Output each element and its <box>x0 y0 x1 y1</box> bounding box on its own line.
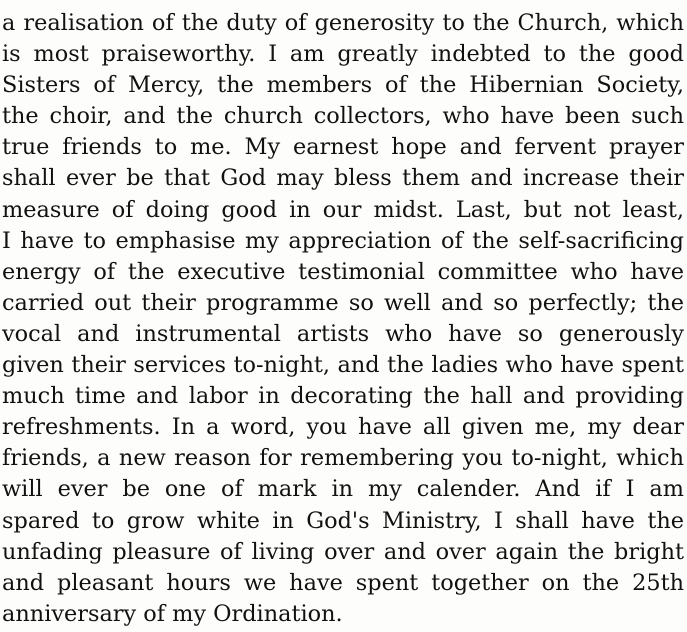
text-line-3: Sisters of Mercy, the members of the Hibernian Society, <box>2 72 684 99</box>
text-line-9: energy of the executive testimonial committee who have <box>2 258 684 285</box>
text-line-14: refreshments. In a word, you have all given me, my dear <box>2 414 684 441</box>
text-line-13: much time and labor in decorating the hall and providing <box>2 383 684 410</box>
text-line-5: true friends to me. My earnest hope and fervent prayer <box>2 134 684 161</box>
text-line-16: will ever be one of mark in my calender. And if I am <box>2 476 684 503</box>
text-line-1: a realisation of the duty of generosity to the Church, which <box>2 10 684 36</box>
text-line-2: is most praiseworthy. I am greatly indebted to the good <box>2 41 684 68</box>
text-line-20: anniversary of my Ordination. <box>2 600 343 627</box>
text-line-6: shall ever be that God may bless them and increase their <box>2 165 684 192</box>
text-line-15: friends, a new reason for remembering you to-night, which <box>2 445 684 472</box>
body-paragraph <box>2 8 684 630</box>
text-line-10: carried out their programme so well and so perfectly; the <box>2 289 684 316</box>
text-line-19: and pleasant hours we have spent together on the 25th <box>2 569 684 596</box>
text-line-7: measure of doing good in our midst. Last, but not least, <box>2 196 684 223</box>
text-line-17: spared to grow white in God's Ministry, I shall have the <box>2 507 684 534</box>
text-line-11: vocal and instrumental artists who have so generously <box>2 320 684 347</box>
text-line-8: I have to emphasise my appreciation of the self-sacrificing <box>2 227 684 254</box>
text-line-18: unfading pleasure of living over and over again the bright <box>2 538 684 565</box>
text-line-4: the choir, and the church collectors, who have been such <box>2 103 684 130</box>
text-line-12: given their services to-night, and the ladies who have spent <box>2 352 684 379</box>
